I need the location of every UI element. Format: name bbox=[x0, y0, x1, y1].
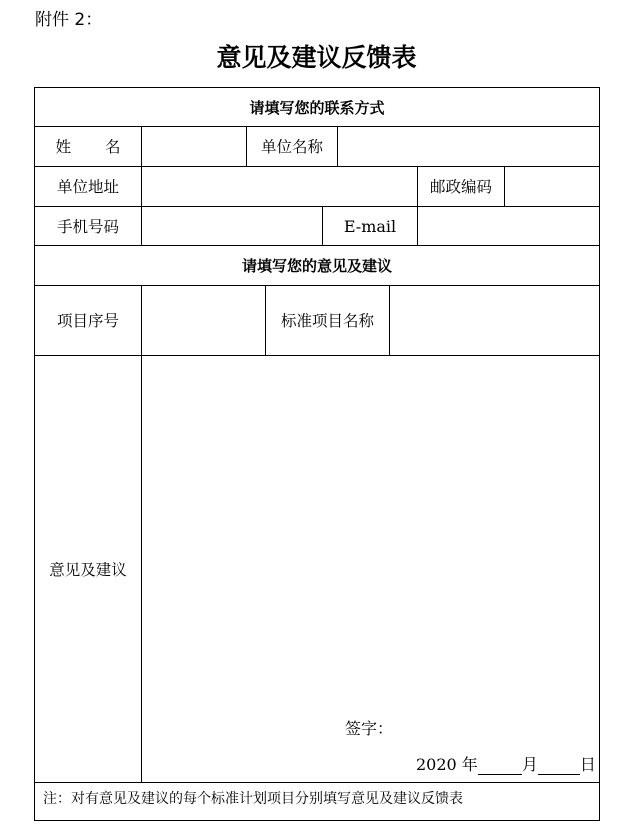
contact-section-header: 请填写您的联系方式 bbox=[249, 98, 385, 117]
opinions-label: 意见及建议 bbox=[49, 560, 127, 579]
month-blank[interactable] bbox=[478, 758, 522, 775]
email-label: E-mail bbox=[343, 216, 397, 236]
opinion-section-header: 请填写您的意见及建议 bbox=[241, 257, 392, 275]
feedback-form-table bbox=[34, 87, 600, 821]
mobile-label: 手机号码 bbox=[56, 218, 119, 236]
mobile-field[interactable] bbox=[142, 207, 322, 245]
unit-address-label: 单位地址 bbox=[56, 178, 119, 196]
email-field[interactable] bbox=[418, 207, 599, 245]
date-day: 日 bbox=[579, 755, 596, 774]
postcode-field[interactable] bbox=[505, 167, 599, 206]
date-line bbox=[416, 752, 596, 775]
row-divider bbox=[35, 782, 599, 783]
name-label-text: 姓名 bbox=[55, 138, 155, 156]
date-year: 2020 年 bbox=[416, 755, 478, 774]
name-label bbox=[35, 126, 155, 166]
unit-name-field[interactable] bbox=[338, 127, 599, 166]
item-no-label: 项目序号 bbox=[56, 312, 119, 330]
item-no-field[interactable] bbox=[142, 286, 265, 355]
name-field[interactable] bbox=[142, 127, 246, 166]
attachment-label: 附件 2： bbox=[35, 10, 103, 30]
footnote: 注：对有意见及建议的每个标准计划项目分别填写意见及建议反馈表 bbox=[43, 791, 463, 807]
standard-name-label: 标准项目名称 bbox=[280, 312, 374, 330]
signature-label: 签字： bbox=[345, 719, 394, 738]
page-title: 意见及建议反馈表 bbox=[216, 43, 417, 72]
date-month: 月 bbox=[521, 755, 538, 774]
postcode-label: 邮政编码 bbox=[429, 178, 492, 196]
unit-address-field[interactable] bbox=[142, 167, 417, 206]
unit-name-label: 单位名称 bbox=[260, 138, 323, 156]
standard-name-field[interactable] bbox=[390, 286, 599, 355]
day-blank[interactable] bbox=[538, 758, 580, 775]
